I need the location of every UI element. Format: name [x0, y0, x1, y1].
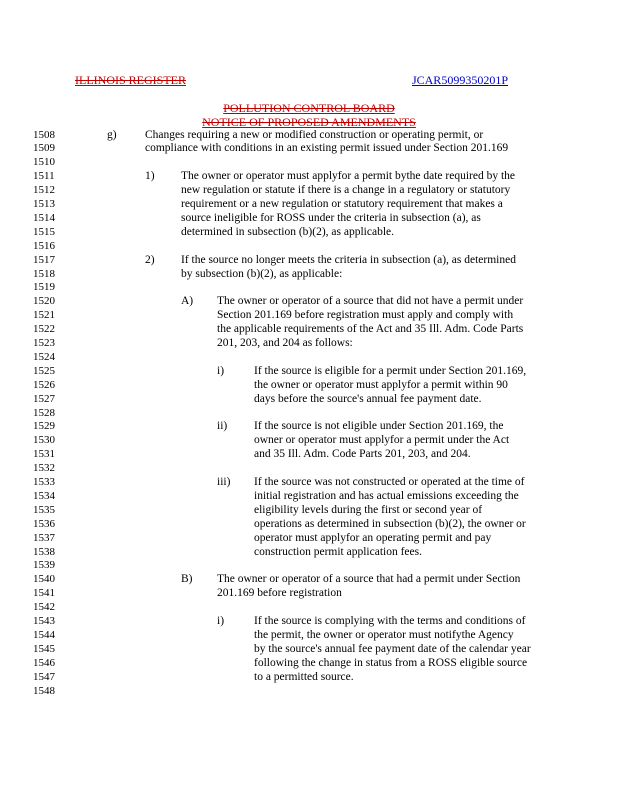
line-number: 1510 [33, 156, 55, 169]
paragraph-label: ii) [217, 420, 228, 433]
paragraph-text-line: The owner or operator must applyfor a permit bythe date required by the [181, 170, 516, 183]
line-number: 1534 [33, 489, 55, 502]
line-number: 1545 [33, 642, 55, 655]
line-number: 1528 [33, 406, 55, 419]
paragraph-text-line: days before the source's annual fee payment date. [254, 392, 482, 405]
paragraph-text-line: operations as determined in subsection (b)(2), the owner or [254, 517, 526, 530]
paragraph-text-line: If the source was not constructed or operated at the time of [254, 476, 525, 488]
paragraph-text-line: the permit, the owner or operator must notifythe Agency [254, 628, 514, 641]
line-number: 1533 [33, 476, 55, 488]
line-number: 1514 [33, 211, 55, 224]
line-number: 1532 [33, 462, 55, 475]
jcar-code[interactable]: JCAR5099350201P [411, 73, 508, 87]
line-number: 1508 [33, 128, 55, 141]
paragraph-label: g) [107, 128, 117, 141]
notice-title: NOTICE OF PROPOSED AMENDMENTS [202, 115, 416, 129]
paragraph-text-line: compliance with conditions in an existing permit issued under Section 201.169 [145, 142, 509, 155]
paragraph-text-line: eligibility levels during the first or second year of [254, 503, 483, 516]
line-number: 1547 [33, 670, 55, 683]
paragraph-text-line: the owner or operator must applyfor a permit within 90 [254, 378, 508, 391]
line-number: 1512 [33, 184, 55, 197]
register-header: ILLINOIS REGISTER [75, 73, 186, 87]
line-number: 1539 [33, 559, 55, 572]
paragraph-label: B) [181, 573, 193, 586]
paragraph-text-line: If the source is not eligible under Section 201.169, the [254, 420, 504, 433]
paragraph-text-line: If the source no longer meets the criteria in subsection (a), as determined [181, 253, 516, 266]
paragraph-label: i) [217, 615, 225, 627]
paragraph-text-line: source ineligible for ROSS under the criteria in subsection (a), as [181, 211, 481, 224]
paragraph-text-line: The owner or operator of a source that had a permit under Section [217, 573, 521, 586]
line-number: 1524 [33, 350, 55, 363]
line-number: 1530 [33, 434, 55, 447]
line-number: 1544 [33, 628, 55, 641]
line-number: 1542 [33, 601, 55, 614]
paragraph-text-line: owner or operator must applyfor a permit under the Act [254, 434, 510, 447]
line-number: 1540 [33, 573, 55, 586]
paragraph-text-line: requirement or a new regulation or statutory requirement that makes a [181, 198, 503, 210]
paragraph-text-line: determined in subsection (b)(2), as applicable. [181, 225, 394, 238]
line-number: 1541 [33, 587, 55, 600]
line-number: 1536 [33, 517, 55, 530]
line-number: 1509 [33, 142, 55, 155]
line-number: 1538 [33, 545, 55, 558]
paragraph-text-line: by the source's annual fee payment date of the calendar year [254, 642, 531, 655]
paragraph-label: i) [217, 364, 225, 377]
paragraph-text-line: construction permit application fees. [254, 545, 422, 558]
paragraph-text-line: The owner or operator of a source that did not have a permit under [217, 295, 524, 308]
line-number: 1548 [33, 684, 55, 697]
line-number: 1523 [33, 337, 55, 349]
paragraph-text-line: the applicable requirements of the Act and 35 Ill. Adm. Code Parts [217, 323, 524, 336]
line-number: 1526 [33, 378, 55, 391]
line-number: 1517 [33, 253, 55, 266]
line-number: 1522 [33, 323, 55, 336]
paragraph-text-line: 201, 203, and 204 as follows: [217, 337, 353, 349]
paragraph-text-line: to a permitted source. [254, 670, 354, 683]
paragraph-text-line: Section 201.169 before registration must apply and comply with [217, 309, 514, 322]
line-number: 1518 [33, 267, 55, 280]
paragraph-label: A) [181, 295, 194, 308]
line-number: 1529 [33, 420, 55, 433]
line-number: 1515 [33, 225, 55, 238]
paragraph-label: 1) [145, 170, 155, 183]
paragraph-text-line: Changes requiring a new or modified construction or operating permit, or [145, 128, 484, 141]
line-number: 1537 [33, 531, 55, 544]
paragraph-text-line: by subsection (b)(2), as applicable: [181, 267, 343, 280]
line-number: 1527 [33, 392, 55, 405]
paragraph-text-line: and 35 Ill. Adm. Code Parts 201, 203, and 204. [254, 448, 471, 461]
paragraph-text-line: new regulation or statute if there is a change in a regulatory or statutory [181, 184, 511, 197]
paragraph-text-line: initial registration and has actual emissions exceeding the [254, 489, 519, 502]
line-number: 1520 [33, 295, 55, 308]
line-number: 1519 [33, 281, 55, 294]
paragraph-text-line: If the source is eligible for a permit under Section 201.169, [254, 364, 527, 377]
paragraph-label: 2) [145, 253, 155, 266]
line-number: 1535 [33, 503, 55, 516]
paragraph-label: iii) [217, 476, 231, 488]
board-title: POLLUTION CONTROL BOARD [223, 101, 395, 115]
paragraph-text-line: If the source is complying with the terms and conditions of [254, 615, 526, 627]
line-number: 1531 [33, 448, 55, 461]
line-number: 1513 [33, 198, 55, 210]
paragraph-text-line: following the change in status from a ROSS eligible source [254, 656, 528, 669]
line-number: 1521 [33, 309, 55, 322]
line-number: 1525 [33, 364, 55, 377]
line-number: 1546 [33, 656, 55, 669]
line-number: 1511 [33, 170, 55, 183]
line-number: 1543 [33, 615, 55, 627]
paragraph-text-line: 201.169 before registration [217, 587, 342, 600]
line-number: 1516 [33, 239, 55, 252]
paragraph-text-line: operator must applyfor an operating permit and pay [254, 531, 492, 544]
